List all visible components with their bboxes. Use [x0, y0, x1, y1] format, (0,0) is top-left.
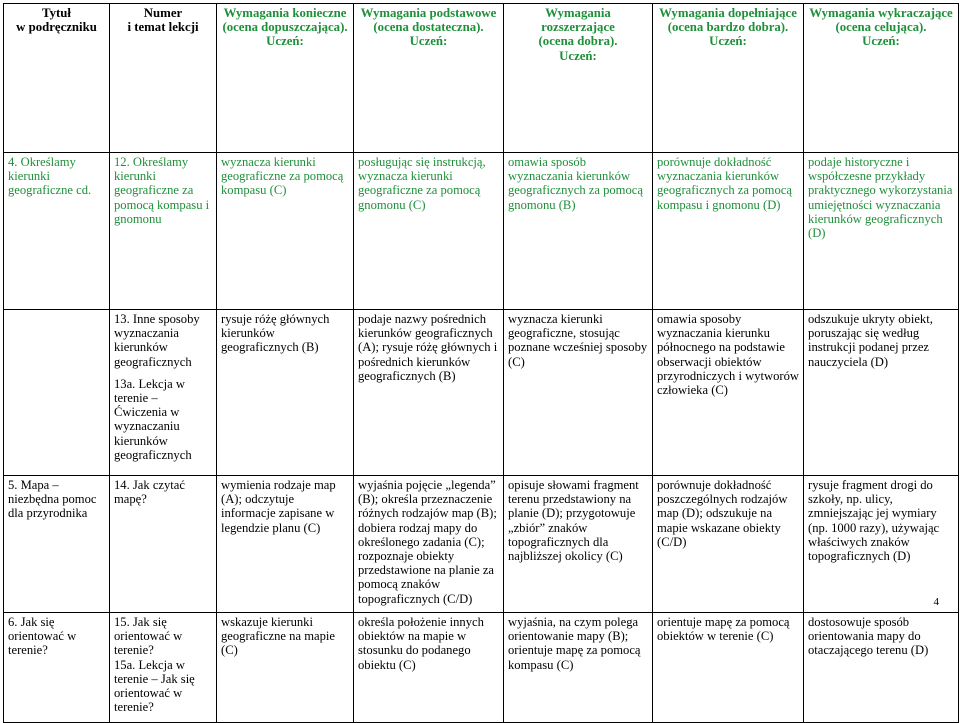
- cell-rozszerzajace: omawia sposób wyznaczania kierunków geograficznych za pomocą gnomonu (B): [504, 153, 653, 310]
- row-lesson: [110, 310, 217, 476]
- requirements-table: [3, 3, 959, 723]
- header-uczen: Uczeń:: [709, 34, 747, 49]
- cell-dopelniajace: porównuje dokładność wyznaczania kierunków geograficznych za pomocą kompasu i gnomonu (D): [653, 153, 804, 310]
- header-cell-podstawowe: [354, 4, 504, 153]
- header-title: Tytuł: [42, 6, 71, 20]
- header-title: Wymagania wykraczające: [809, 6, 953, 20]
- header-subtitle: i temat lekcji: [127, 20, 199, 35]
- cell-wykraczajace: podaje historyczne i współczesne przykłady praktycznego wykorzystania umiejętności wyznaczania kierunków geograficznych (D): [804, 153, 959, 310]
- cell-podstawowe: podaje nazwy pośrednich kierunków geograficznych (A); rysuje różę głównych i pośrednich kierunków geograficznych (B): [354, 310, 504, 476]
- lesson-text: 13. Inne sposoby wyznaczania kierunków geograficznych: [114, 312, 200, 369]
- row-title: 4. Określamy kierunki geograficzne cd.: [4, 153, 110, 310]
- cell-dopelniajace: orientuje mapę za pomocą obiektów w terenie (C): [653, 613, 804, 723]
- row-title: 6. Jak się orientować w terenie?: [4, 613, 110, 723]
- cell-dopelniajace: porównuje dokładność poszczególnych rodzajów map (D); odszukuje na mapie wskazane obiekty (C/D): [653, 476, 804, 613]
- header-title: Wymagania podstawowe: [360, 6, 497, 20]
- cell-konieczne: wyznacza kierunki geograficzne za pomocą kompasu (C): [217, 153, 354, 310]
- cell-wykraczajace: rysuje fragment drogi do szkoły, np. ulicy, zmniejszając jej wymiary (np. 1000 razy), używając właściwych znaków topograficznych (D): [804, 476, 959, 613]
- cell-konieczne: wskazuje kierunki geograficzne na mapie (C): [217, 613, 354, 723]
- cell-konieczne: wymienia rodzaje map (A); odczytuje informacje zapisane w legendzie planu (C): [217, 476, 354, 613]
- header-uczen: Uczeń:: [409, 34, 448, 49]
- header-cell-wykraczajace: [804, 4, 959, 153]
- table-row: [4, 613, 959, 723]
- page-number: 4: [933, 596, 939, 608]
- lesson-text: 15. Jak się orientować w terenie?: [114, 615, 183, 658]
- table-row: [4, 153, 959, 310]
- header-subtitle: w podręczniku: [16, 20, 97, 35]
- header-title: Numer: [143, 6, 183, 20]
- row-lesson: [110, 476, 217, 613]
- cell-rozszerzajace: wyjaśnia, na czym polega orientowanie mapy (B); orientuje mapę za pomocą kompasu (C): [504, 613, 653, 723]
- header-cell-title: [4, 4, 110, 153]
- header-subtitle: (ocena dopuszczająca).: [222, 20, 348, 35]
- cell-podstawowe: wyjaśnia pojęcie „legenda” (B); określa przeznaczenie różnych rodzajów map (B); dobiera rodzaj mapy do określonego zadania (C); rozpoznaje obiekty przedstawione na planie za pomocą znaków topograficznych (C/D): [354, 476, 504, 613]
- cell-rozszerzajace: opisuje słowami fragment terenu przedstawiony na planie (D); przygotowuje „zbiór” znaków topograficznych dla najbliższej okolicy (C): [504, 476, 653, 613]
- cell-podstawowe: posługując się instrukcją, wyznacza kierunki geograficzne za pomocą gnomonu (C): [354, 153, 504, 310]
- header-cell-konieczne: [217, 4, 354, 153]
- header-uczen: Uczeń:: [559, 48, 597, 63]
- cell-dopelniajace: omawia sposoby wyznaczania kierunku północnego na podstawie obserwacji obiektów przyrodniczych i wytworów człowieka (C): [653, 310, 804, 476]
- cell-rozszerzajace: wyznacza kierunki geograficzne, stosując poznane wcześniej sposoby (C): [504, 310, 653, 476]
- header-uczen: Uczeń:: [266, 34, 304, 49]
- header-row: [4, 4, 959, 153]
- row-lesson: [110, 153, 217, 310]
- lesson-text: 14. Jak czytać mapę?: [114, 478, 185, 507]
- table-row: [4, 476, 959, 613]
- cell-wykraczajace: odszukuje ukryty obiekt, poruszając się według instrukcji podanej przez nauczyciela (D): [804, 310, 959, 476]
- cell-konieczne: rysuje różę głównych kierunków geograficznych (B): [217, 310, 354, 476]
- lesson-text: 15a. Lekcja w terenie – Jak się orientować w terenie?: [114, 657, 195, 715]
- header-subtitle: (ocena bardzo dobra).: [667, 20, 789, 35]
- header-title: Wymagania rozszerzające: [541, 6, 615, 35]
- header-subtitle: (ocena celująca).: [835, 20, 927, 35]
- lesson-text: 13a. Lekcja w terenie – Ćwiczenia w wyznaczaniu kierunków geograficznych: [114, 376, 192, 462]
- table-row: [4, 310, 959, 476]
- header-cell-rozszerzajace: [504, 4, 653, 153]
- lesson-text: 12. Określamy kierunki geograficzne za pomocą kompasu i gnomonu: [114, 155, 210, 226]
- header-title: Wymagania konieczne: [223, 6, 347, 20]
- header-subtitle: (ocena dobra).: [538, 34, 618, 49]
- cell-wykraczajace: dostosowuje sposób orientowania mapy do otaczającego terenu (D): [804, 613, 959, 723]
- header-cell-dopelniajace: [653, 4, 804, 153]
- row-title: [4, 310, 110, 476]
- header-subtitle: (ocena dostateczna).: [373, 20, 484, 35]
- header-cell-lesson: [110, 4, 217, 153]
- cell-podstawowe: określa położenie innych obiektów na mapie w stosunku do podanego obiektu (C): [354, 613, 504, 723]
- header-uczen: Uczeń:: [862, 34, 900, 49]
- row-title: 5. Mapa – niezbędna pomoc dla przyrodnika: [4, 476, 110, 613]
- row-lesson: [110, 613, 217, 723]
- header-title: Wymagania dopełniające: [659, 6, 797, 20]
